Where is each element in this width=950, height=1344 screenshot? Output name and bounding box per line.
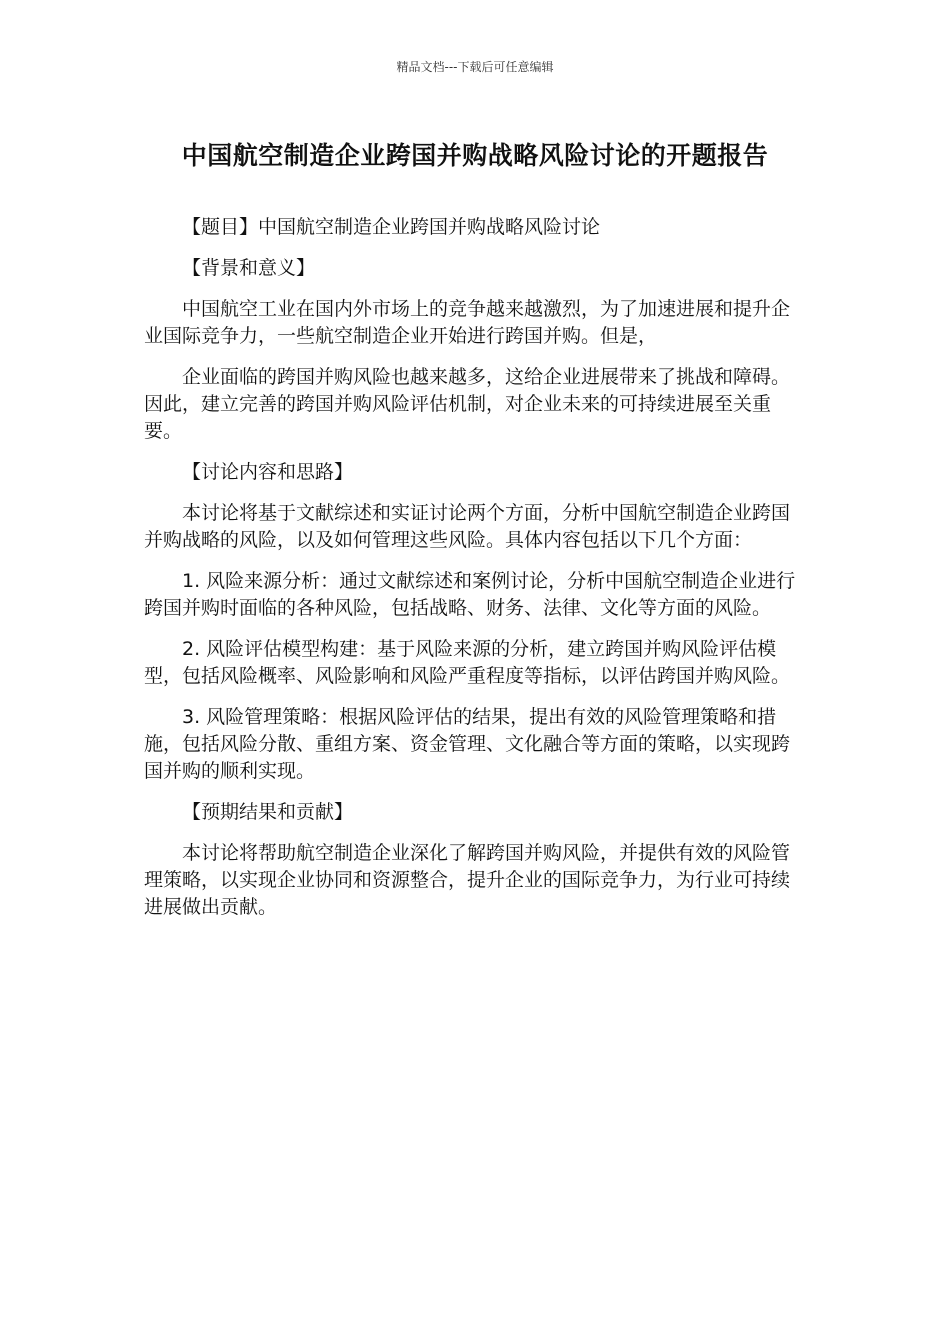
- page-header: 精品文档---下载后可任意编辑: [396, 60, 554, 74]
- document-body: [144, 214, 796, 935]
- list-item-risk-strategy: 3. 风险管理策略：根据风险评估的结果，提出有效的风险管理策略和措施，包括风险分散、重组方案、资金管理、文化融合等方面的策略，以实现跨国并购的顺利实现。: [144, 706, 791, 782]
- paragraph-content-intro: 本讨论将基于文献综述和实证讨论两个方面，分析中国航空制造企业跨国并购战略的风险，以及如何管理这些风险。具体内容包括以下几个方面：: [144, 502, 791, 551]
- document-title: 中国航空制造企业跨国并购战略风险讨论的开题报告: [181, 141, 769, 170]
- topic-label: 【题目】中国航空制造企业跨国并购战略风险讨论: [182, 216, 601, 238]
- section-heading-content: 【讨论内容和思路】: [182, 461, 354, 483]
- section-heading-results: 【预期结果和贡献】: [182, 801, 354, 823]
- paragraph-background-1: 中国航空工业在国内外市场上的竞争越来越激烈，为了加速进展和提升企业国际竞争力，一些航空制造企业开始进行跨国并购。但是，: [144, 298, 791, 347]
- list-item-risk-model: 2. 风险评估模型构建：基于风险来源的分析，建立跨国并购风险评估模型，包括风险概率、风险影响和风险严重程度等指标，以评估跨国并购风险。: [144, 638, 791, 687]
- list-item-risk-source: 1. 风险来源分析：通过文献综述和案例讨论，分析中国航空制造企业进行跨国并购时面临的各种风险，包括战略、财务、法律、文化等方面的风险。: [144, 570, 796, 619]
- section-heading-background: 【背景和意义】: [182, 257, 316, 279]
- paragraph-results: 本讨论将帮助航空制造企业深化了解跨国并购风险，并提供有效的风险管理策略，以实现企业协同和资源整合，提升企业的国际竞争力，为行业可持续进展做出贡献。: [144, 842, 791, 918]
- paragraph-background-2: 企业面临的跨国并购风险也越来越多，这给企业进展带来了挑战和障碍。因此，建立完善的跨国并购风险评估机制，对企业未来的可持续进展至关重要。: [144, 366, 791, 442]
